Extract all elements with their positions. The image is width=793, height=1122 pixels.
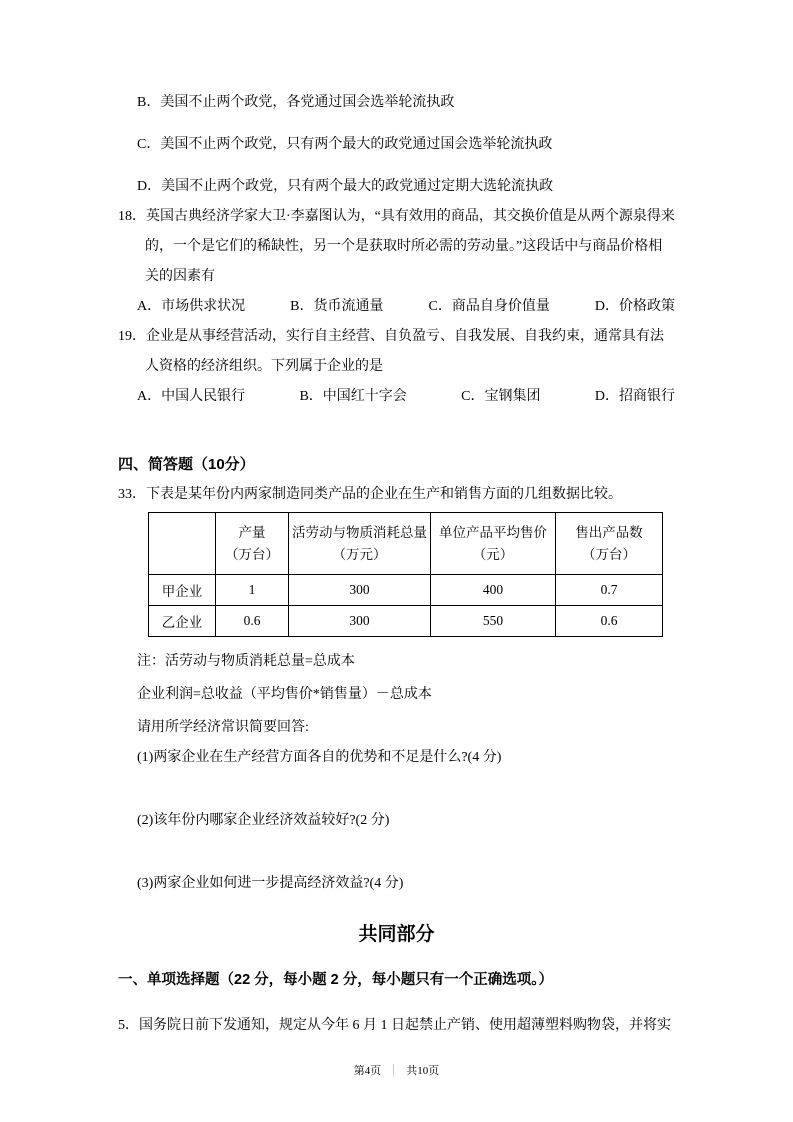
header-line: （万台） <box>582 546 636 562</box>
question-18-option-d: D．价格政策 <box>594 299 675 314</box>
subquestion-2: (2)该年份内哪家企业经济效益较好?(2 分) <box>137 813 390 828</box>
table-cell: 300 <box>289 575 431 606</box>
header-line: 售出产品数 <box>575 524 643 540</box>
table-cell-row-label: 甲企业 <box>149 575 216 606</box>
question-18-text: 18．英国古典经济学家大卫·李嘉图认为，“具有效用的商品，其交换价值是从两个源泉得来的，一个是它们的稀缺性，另一个是获取时所必需的劳动量。”这段话中与商品价格相关的因素有 <box>118 209 675 284</box>
header-line: （元） <box>472 546 514 562</box>
question-5-text: 5．国务院日前下发通知，规定从今年 6 月 1 日起禁止产销、使用超薄塑料购物袋，并将实 <box>118 1018 671 1033</box>
table-row <box>149 575 663 606</box>
question-19-option-c: C．宝钢集团 <box>461 389 541 404</box>
table-cell: 0.7 <box>556 575 663 606</box>
table-header-cost <box>289 513 431 575</box>
table-header-price <box>431 513 556 575</box>
table-cell-row-label: 乙企业 <box>149 606 216 637</box>
section-1-heading: 一、单项选择题（22 分，每小题 2 分，每小题只有一个正确选项。） <box>118 972 554 988</box>
table-cell: 0.6 <box>556 606 663 637</box>
page-number: 第4页 <box>353 1065 382 1077</box>
table-header-row <box>149 513 663 575</box>
comparison-table <box>148 512 663 637</box>
question-18-option-c: C．商品自身价值量 <box>428 299 550 314</box>
common-part-heading: 共同部分 <box>358 924 435 945</box>
section-4-heading: 四、简答题（10分） <box>118 456 255 473</box>
table-header-sold <box>556 513 663 575</box>
question-19-text: 19．企业是从事经营活动，实行自主经营、自负盈亏、自我发展、自我约束，通常具有法人资格的经济组织。下列属于企业的是 <box>118 329 664 374</box>
table-cell: 0.6 <box>216 606 289 637</box>
table-row <box>149 606 663 637</box>
option-line-b: B．美国不止两个政党，各党通过国会选举轮流执政 <box>137 95 455 110</box>
header-line: （万台） <box>225 546 279 562</box>
subquestion-1: (1)两家企业在生产经营方面各自的优势和不足是什么?(4 分) <box>137 750 502 765</box>
table-cell: 1 <box>216 575 289 606</box>
page-footer <box>0 1064 793 1078</box>
option-line-c: C．美国不止两个政党，只有两个最大的政党通过国会选举轮流执政 <box>137 137 553 152</box>
question-33-intro: 33．下表是某年份内两家制造同类产品的企业在生产和销售方面的几组数据比较。 <box>118 487 622 502</box>
table-cell: 400 <box>431 575 556 606</box>
header-line: 活劳动与物质消耗总量 <box>292 524 427 540</box>
table-note-2: 企业利润=总收益（平均售价*销售量）－总成本 <box>137 687 432 702</box>
table-cell: 300 <box>289 606 431 637</box>
header-line: （万元） <box>332 546 387 562</box>
question-19-option-a: A．中国人民银行 <box>137 389 246 404</box>
question-18-option-b: B．货币流通量 <box>290 299 384 314</box>
table-header-blank <box>149 513 216 575</box>
header-line: 单位产品平均售价 <box>439 524 547 540</box>
question-19-options <box>118 382 675 412</box>
subquestion-3: (3)两家企业如何进一步提高经济效益?(4 分) <box>137 876 404 891</box>
question-18-options <box>118 292 675 322</box>
table-header-output <box>216 513 289 575</box>
option-line-d: D．美国不止两个政党，只有两个最大的政党通过定期大选轮流执政 <box>137 179 554 194</box>
table-cell: 550 <box>431 606 556 637</box>
question-19-option-d: D．招商银行 <box>594 389 675 404</box>
total-pages: 共10页 <box>406 1065 440 1077</box>
question-18-option-a: A．市场供求状况 <box>137 299 246 314</box>
table-note-3: 请用所学经济常识简要回答: <box>137 720 309 735</box>
table-note-1: 注：活劳动与物质消耗总量=总成本 <box>137 654 355 669</box>
question-19-option-b: B．中国红十字会 <box>299 389 407 404</box>
header-line: 产量 <box>238 524 266 540</box>
footer-separator: ｜ <box>388 1065 400 1077</box>
